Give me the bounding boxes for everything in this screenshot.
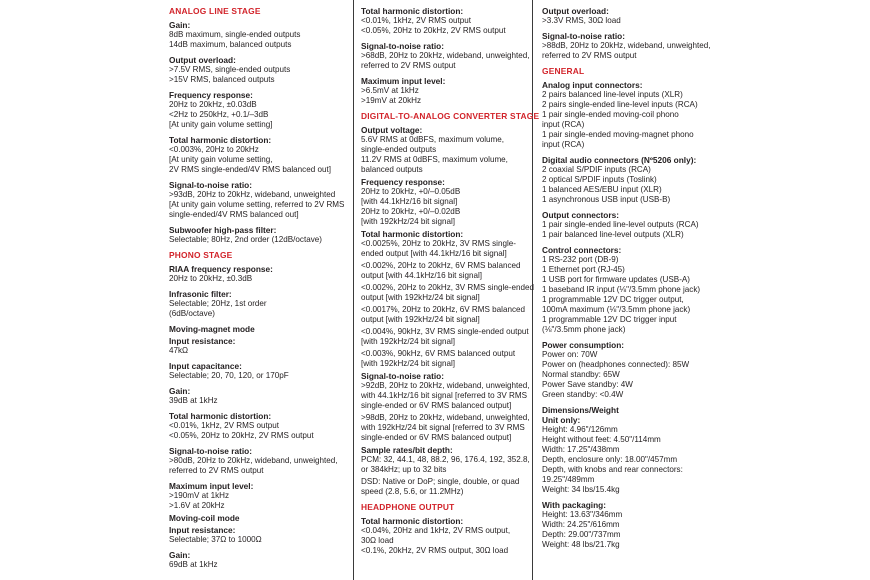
- spec-line: 11.2V RMS at 0dBFS, maximum volume,: [361, 155, 508, 164]
- spec-heading: Control connectors:: [542, 245, 622, 255]
- spec-line: 1 balanced AES/EBU input (XLR): [542, 185, 662, 194]
- spec-line: Height: 13.63"/346mm: [542, 510, 623, 519]
- spec-line: 1 baseband IR input (⅛"/3.5mm phone jack): [542, 285, 701, 294]
- spec-line: >68dB, 20Hz to 20kHz, wideband, unweighted,: [361, 51, 530, 60]
- spec-line: 1 programmable 12V DC trigger input: [542, 315, 677, 324]
- spec-line: Selectable; 37Ω to 1000Ω: [169, 535, 262, 544]
- spec-line: speed (2.8, 5.6, or 11.2MHz): [361, 487, 464, 496]
- spec-heading: Unit only:: [542, 415, 581, 425]
- spec-line: >88dB, 20Hz to 20kHz, wideband, unweighted,: [542, 41, 711, 50]
- spec-line: single-ended or 6V RMS balanced output]: [361, 433, 512, 442]
- spec-heading: Gain:: [169, 550, 191, 560]
- spec-line: 1 pair single-ended moving-magnet phono: [542, 130, 694, 139]
- spec-line: Green standby: <0.4W: [542, 390, 624, 399]
- section-heading: HEADPHONE OUTPUT: [361, 502, 455, 512]
- spec-heading: Output overload:: [169, 55, 236, 65]
- spec-line: Depth, enclosure only: 18.00"/457mm: [542, 455, 678, 464]
- spec-line: 20Hz to 20kHz, ±0.3dB: [169, 274, 253, 283]
- spec-line: >7.5V RMS, single-ended outputs: [169, 65, 291, 74]
- spec-heading: Power consumption:: [542, 340, 625, 350]
- spec-heading: With packaging:: [542, 500, 606, 510]
- spec-line: Selectable; 80Hz, 2nd order (12dB/octave): [169, 235, 322, 244]
- spec-line: <0.01%, 1kHz, 2V RMS output: [361, 16, 471, 25]
- spec-line: <0.01%, 1kHz, 2V RMS output: [169, 421, 279, 430]
- spec-line: output [with 44.1kHz/16 bit signal]: [361, 271, 483, 280]
- spec-heading: Total harmonic distortion:: [361, 229, 464, 239]
- spec-line: 1 pair balanced line-level outputs (XLR): [542, 230, 684, 239]
- spec-line: 30Ω load: [361, 536, 394, 545]
- spec-line: >98dB, 20Hz to 20kHz, wideband, unweighted,: [361, 413, 530, 422]
- spec-line: 1 RS-232 port (DB-9): [542, 255, 619, 264]
- spec-line: 69dB at 1kHz: [169, 560, 218, 569]
- spec-line: [At unity gain volume setting]: [169, 120, 273, 129]
- spec-line: 47kΩ: [169, 346, 189, 355]
- spec-heading: Total harmonic distortion:: [169, 135, 272, 145]
- spec-line: 20Hz to 20kHz, +0/–0.05dB: [361, 187, 461, 196]
- spec-column-2: [361, 6, 543, 556]
- spec-line: single-ended/4V RMS balanced out]: [169, 210, 299, 219]
- spec-line: Weight: 34 lbs/15.4kg: [542, 485, 620, 494]
- spec-heading: Maximum input level:: [361, 76, 446, 86]
- spec-line: >92dB, 20Hz to 20kHz, wideband, unweighted,: [361, 381, 530, 390]
- section-heading: GENERAL: [542, 66, 585, 76]
- spec-line: referred to 2V RMS output: [542, 51, 637, 60]
- section-heading: ANALOG LINE STAGE: [169, 6, 261, 16]
- spec-column-3: [542, 6, 724, 550]
- spec-line: <0.002%, 20Hz to 20kHz, 6V RMS balanced: [361, 261, 521, 270]
- spec-heading: Infrasonic filter:: [169, 289, 232, 299]
- spec-line: [with 44.1kHz/16 bit signal]: [361, 197, 458, 206]
- spec-line: <0.05%, 20Hz to 20kHz, 2V RMS output: [169, 431, 314, 440]
- spec-line: PCM: 32, 44.1, 48, 88.2, 96, 176.4, 192, 352.8,: [361, 455, 530, 464]
- spec-line: 2V RMS single-ended/4V RMS balanced out]: [169, 165, 331, 174]
- spec-line: (6dB/octave): [169, 309, 215, 318]
- spec-line: DSD: Native or DoP; single, double, or quad: [361, 477, 520, 486]
- spec-line: 19.25"/489mm: [542, 475, 595, 484]
- spec-column-1: [169, 6, 351, 570]
- spec-heading: Gain:: [169, 20, 191, 30]
- spec-heading: Gain:: [169, 386, 191, 396]
- spec-line: >19mV at 20kHz: [361, 96, 422, 105]
- spec-line: 39dB at 1kHz: [169, 396, 218, 405]
- spec-line: <0.04%, 20Hz and 1kHz, 2V RMS output,: [361, 526, 511, 535]
- spec-line: 100mA maximum (⅛"/3.5mm phone jack): [542, 305, 691, 314]
- spec-line: Normal standby: 65W: [542, 370, 620, 379]
- spec-line: >93dB, 20Hz to 20kHz, wideband, unweighted: [169, 190, 336, 199]
- spec-heading: Total harmonic distortion:: [169, 411, 272, 421]
- spec-line: [with 192kHz/24 bit signal]: [361, 359, 456, 368]
- spec-line: <0.003%, 90kHz, 6V RMS balanced output: [361, 349, 516, 358]
- spec-line: single-ended or 6V RMS balanced output]: [361, 401, 512, 410]
- spec-heading: Analog input connectors:: [542, 80, 643, 90]
- spec-heading: Dimensions/Weight: [542, 405, 619, 415]
- spec-heading: Input resistance:: [169, 336, 236, 346]
- spec-line: 1 asynchronous USB input (USB-B): [542, 195, 671, 204]
- spec-line: 2 pairs balanced line-level inputs (XLR): [542, 90, 683, 99]
- spec-heading: Total harmonic distortion:: [361, 516, 464, 526]
- spec-line: Power on (headphones connected): 85W: [542, 360, 690, 369]
- spec-line: [At unity gain volume setting, referred to 2V RMS: [169, 200, 345, 209]
- spec-line: [At unity gain volume setting,: [169, 155, 273, 164]
- spec-heading: Sample rates/bit depth:: [361, 445, 453, 455]
- spec-line: Depth: 29.00"/737mm: [542, 530, 621, 539]
- spec-line: >1.6V at 20kHz: [169, 501, 225, 510]
- spec-line: 20Hz to 20kHz, ±0.03dB: [169, 100, 257, 109]
- spec-heading: Moving-magnet mode: [169, 324, 255, 334]
- spec-line: <0.0025%, 20Hz to 20kHz, 3V RMS single-: [361, 239, 516, 248]
- spec-line: <0.05%, 20Hz to 20kHz, 2V RMS output: [361, 26, 506, 35]
- spec-line: Height without feet: 4.50"/114mm: [542, 435, 661, 444]
- spec-line: 1 pair single-ended moving-coil phono: [542, 110, 679, 119]
- spec-line: 1 Ethernet port (RJ-45): [542, 265, 625, 274]
- spec-heading: Input resistance:: [169, 525, 236, 535]
- spec-heading: Subwoofer high-pass filter:: [169, 225, 277, 235]
- spec-line: >15V RMS, balanced outputs: [169, 75, 275, 84]
- spec-line: Selectable; 20, 70, 120, or 170pF: [169, 371, 289, 380]
- spec-line: output [with 192kHz/24 bit signal]: [361, 293, 480, 302]
- spec-line: >190mV at 1kHz: [169, 491, 230, 500]
- spec-line: input (RCA): [542, 140, 585, 149]
- spec-line: >3.3V RMS, 30Ω load: [542, 16, 621, 25]
- spec-line: referred to 2V RMS output: [169, 466, 264, 475]
- spec-line: >80dB, 20Hz to 20kHz, wideband, unweighted,: [169, 456, 338, 465]
- spec-line: single-ended outputs: [361, 145, 437, 154]
- spec-line: >6.5mV at 1kHz: [361, 86, 419, 95]
- spec-heading: Moving-coil mode: [169, 513, 240, 523]
- spec-line: 2 coaxial S/PDIF inputs (RCA): [542, 165, 651, 174]
- spec-heading: Signal-to-noise ratio:: [169, 180, 252, 190]
- spec-line: or 384kHz; up to 32 bits: [361, 465, 447, 474]
- spec-line: Selectable; 20Hz, 1st order: [169, 299, 267, 308]
- spec-line: 14dB maximum, balanced outputs: [169, 40, 292, 49]
- spec-line: <0.002%, 20Hz to 20kHz, 3V RMS single-ended: [361, 283, 534, 292]
- spec-heading: Output overload:: [542, 6, 609, 16]
- spec-line: 1 USB port for firmware updates (USB-A): [542, 275, 690, 284]
- spec-line: 2 optical S/PDIF inputs (Toslink): [542, 175, 657, 184]
- spec-line: Width: 17.25"/438mm: [542, 445, 620, 454]
- spec-line: 8dB maximum, single-ended outputs: [169, 30, 301, 39]
- spec-heading: Signal-to-noise ratio:: [169, 446, 252, 456]
- spec-line: [with 192kHz/24 bit signal]: [361, 337, 456, 346]
- spec-heading: RIAA frequency response:: [169, 264, 273, 274]
- spec-line: [with 192kHz/24 bit signal]: [361, 217, 456, 226]
- spec-line: 5.6V RMS at 0dBFS, maximum volume,: [361, 135, 505, 144]
- spec-heading: Frequency response:: [361, 177, 445, 187]
- spec-line: with 192kHz/24 bit signal [referred to 3V RMS: [361, 423, 525, 432]
- spec-heading: Input capacitance:: [169, 361, 242, 371]
- spec-line: 2 pairs single-ended line-level inputs (RCA): [542, 100, 698, 109]
- spec-heading: Digital audio connectors (Nº5206 only):: [542, 155, 697, 165]
- spec-line: balanced outputs: [361, 165, 423, 174]
- spec-heading: Signal-to-noise ratio:: [361, 371, 444, 381]
- spec-line: Depth, with knobs and rear connectors:: [542, 465, 683, 474]
- spec-line: 1 programmable 12V DC trigger output,: [542, 295, 684, 304]
- spec-line: <0.0017%, 20Hz to 20kHz, 6V RMS balanced: [361, 305, 525, 314]
- spec-line: ended output [with 44.1kHz/16 bit signal]: [361, 249, 507, 258]
- spec-line: <0.1%, 20kHz, 2V RMS output, 30Ω load: [361, 546, 509, 555]
- spec-line: output [with 192kHz/24 bit signal]: [361, 315, 480, 324]
- spec-line: Height: 4.96"/126mm: [542, 425, 618, 434]
- spec-heading: Output connectors:: [542, 210, 619, 220]
- spec-line: Width: 24.25"/616mm: [542, 520, 620, 529]
- spec-heading: Signal-to-noise ratio:: [542, 31, 625, 41]
- spec-line: <2Hz to 250kHz, +0.1/–3dB: [169, 110, 269, 119]
- spec-line: (⅛"/3.5mm phone jack): [542, 325, 626, 334]
- section-heading: DIGITAL-TO-ANALOG CONVERTER STAGE: [361, 111, 540, 121]
- spec-line: with 44.1kHz/16 bit signal [referred to 3V RMS: [361, 391, 527, 400]
- spec-heading: Signal-to-noise ratio:: [361, 41, 444, 51]
- column-divider: [353, 0, 354, 580]
- spec-line: 1 pair single-ended line-level outputs (RCA): [542, 220, 699, 229]
- spec-line: Power Save standby: 4W: [542, 380, 633, 389]
- spec-line: input (RCA): [542, 120, 585, 129]
- spec-line: Weight: 48 lbs/21.7kg: [542, 540, 620, 549]
- spec-line: 20Hz to 20kHz, +0/–0.02dB: [361, 207, 461, 216]
- spec-heading: Frequency response:: [169, 90, 253, 100]
- section-heading: PHONO STAGE: [169, 250, 233, 260]
- spec-line: <0.004%, 90kHz, 3V RMS single-ended output: [361, 327, 529, 336]
- spec-heading: Total harmonic distortion:: [361, 6, 464, 16]
- spec-line: <0.003%, 20Hz to 20kHz: [169, 145, 259, 154]
- spec-line: Power on: 70W: [542, 350, 598, 359]
- spec-heading: Output voltage:: [361, 125, 423, 135]
- spec-line: referred to 2V RMS output: [361, 61, 456, 70]
- spec-heading: Maximum input level:: [169, 481, 254, 491]
